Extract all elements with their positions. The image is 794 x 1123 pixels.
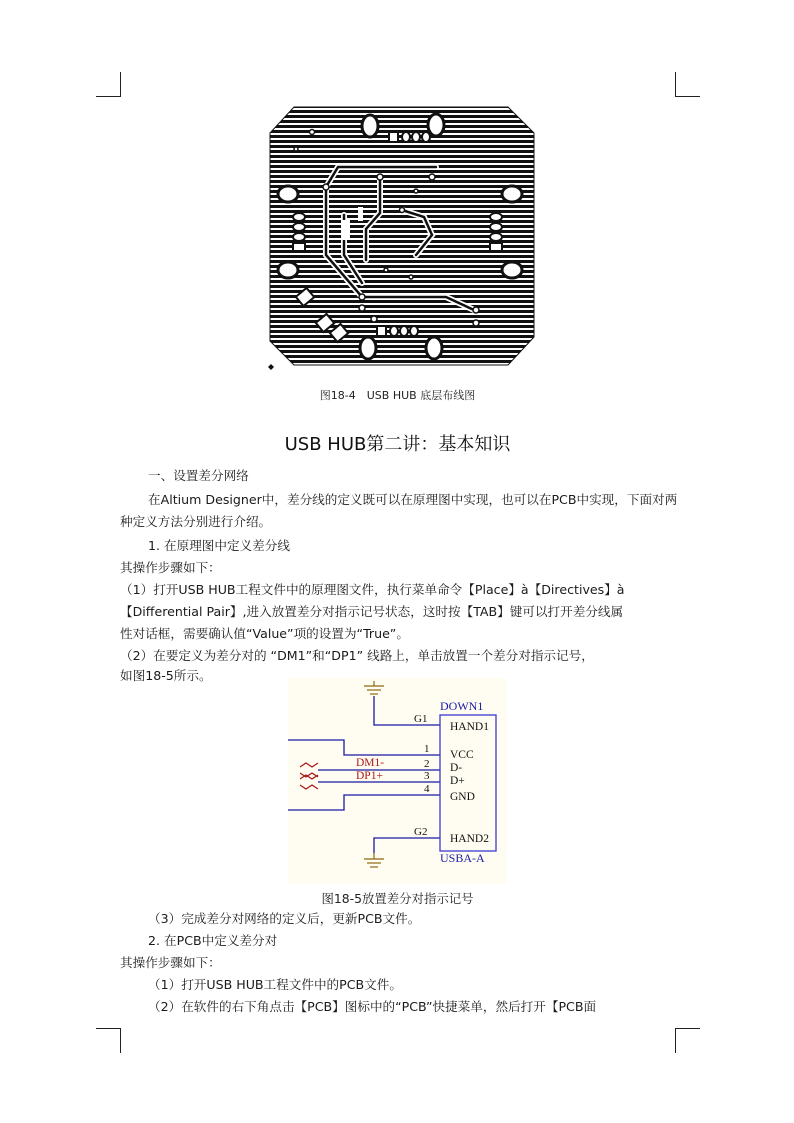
step3: （3）完成差分对网络的定义后，更新PCB文件。 [148, 911, 421, 926]
intro-paragraph: 在Altium Designer中，差分线的定义既可以在原理图中实现，也可以在PCB中实现，下面对两种定义方法分别进行介绍。 [120, 492, 678, 529]
component-type: USBA-A [440, 851, 485, 865]
step1-line2: 【Differential Pair】,进入放置差分对指示记号状态，这时按【TAB】键可以打开差分线属 [120, 604, 624, 619]
section-title: USB HUB第二讲：基本知识 [284, 434, 511, 455]
pin-num-1: 1 [424, 743, 430, 755]
step1-line1: （1）打开USB HUB工程文件中的原理图文件，执行菜单命令【Place】à【Directives】à [120, 582, 625, 597]
subheading-pcb: 2. 在PCB中定义差分对 [148, 933, 278, 948]
pin-name-gnd: GND [450, 791, 475, 803]
net-label-dp1: DP1+ [356, 770, 383, 782]
figure-caption-18-5: 图18-5放置差分对指示记号 [321, 891, 474, 906]
pin-name-hand1: HAND1 [450, 721, 489, 733]
component-designator: DOWN1 [440, 699, 484, 713]
pin-num-3: 3 [424, 770, 430, 782]
pcb-bottom-layer-figure [266, 105, 538, 370]
crop-mark-bottom-right [675, 1028, 700, 1053]
steps-label-2: 其操作步骤如下： [120, 955, 221, 970]
pin-num-g2: G2 [414, 826, 428, 838]
figure-caption-18-4: 图18-4 USB HUB 底层布线图 [319, 389, 476, 402]
crop-mark-bottom-left [96, 1028, 121, 1053]
pin-name-vcc: VCC [450, 749, 474, 761]
pin-num-2: 2 [424, 758, 430, 770]
pin-name-dplus: D+ [450, 775, 465, 787]
pcb-step1: （1）打开USB HUB工程文件中的PCB文件。 [148, 977, 402, 992]
subheading-schematic: 1. 在原理图中定义差分线 [148, 538, 290, 553]
pin-num-4: 4 [424, 783, 430, 795]
pcb-step2: （2）在软件的右下角点击【PCB】图标中的“PCB”快捷菜单，然后打开【PCB面 [148, 999, 597, 1014]
pin-num-g1: G1 [414, 713, 428, 725]
step2-line1: （2）在要定义为差分对的 “DM1”和“DP1” 线路上，单击放置一个差分对指示记号， [120, 648, 594, 663]
step2-line2: 如图18-5所示。 [120, 668, 212, 683]
step1-line3: 性对话框，需要确认值“Value”项的设置为“True”。 [120, 626, 409, 641]
steps-label: 其操作步骤如下： [120, 560, 221, 575]
crop-mark-top-left [96, 72, 121, 97]
net-label-dm1: DM1- [356, 757, 385, 769]
crop-mark-top-right [675, 72, 700, 97]
pin-name-dminus: D- [450, 762, 463, 774]
heading-differential-network: 一、设置差分网络 [148, 468, 249, 483]
schematic-figure [288, 678, 506, 884]
pin-name-hand2: HAND2 [450, 833, 489, 845]
